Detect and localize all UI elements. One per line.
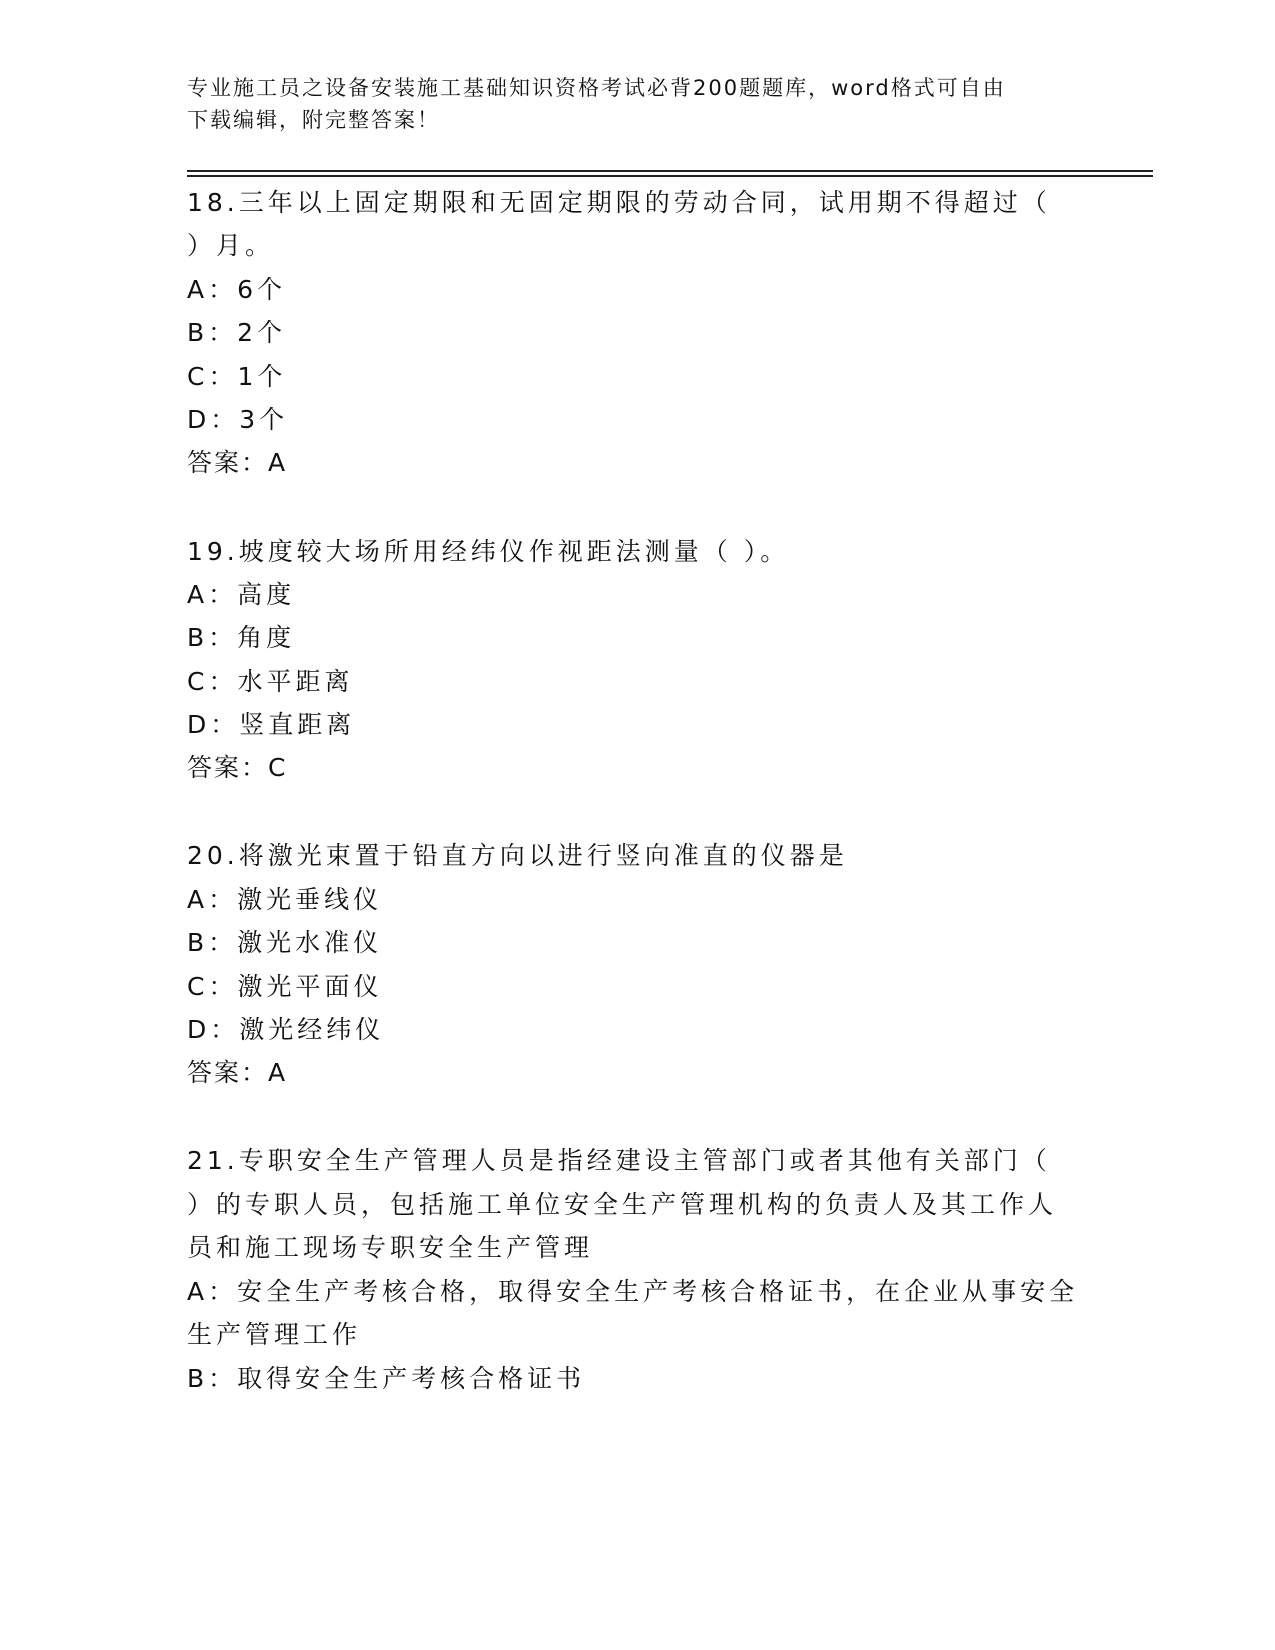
question-20-option-d: D：激光经纬仪 bbox=[187, 1015, 385, 1044]
question-19-answer: 答案：C bbox=[187, 753, 288, 782]
question-20-answer: 答案：A bbox=[187, 1058, 288, 1087]
header-divider-bottom bbox=[187, 175, 1153, 177]
question-20-option-a: A：激光垂线仪 bbox=[187, 885, 383, 914]
question-19-option-a: A：高度 bbox=[187, 580, 296, 609]
question-18-answer: 答案：A bbox=[187, 448, 288, 477]
header-divider-top bbox=[187, 170, 1153, 172]
question-18-stem-line-1: 18.三年以上固定期限和无固定期限的劳动合同，试用期不得超过（ bbox=[187, 188, 1051, 217]
question-19-option-b: B：角度 bbox=[187, 623, 296, 652]
question-18-option-d: D：3个 bbox=[187, 405, 289, 434]
header-text-line-1: 专业施工员之设备安装施工基础知识资格考试必背200题题库，word格式可自由 bbox=[187, 76, 1006, 100]
question-19-option-d: D：竖直距离 bbox=[187, 710, 356, 739]
question-20-option-b: B：激光水准仪 bbox=[187, 928, 383, 957]
question-20-stem-line-1: 20.将激光束置于铅直方向以进行竖向准直的仪器是 bbox=[187, 841, 848, 870]
question-18-option-a: A：6个 bbox=[187, 275, 287, 304]
question-21-stem-line-1: 21.专职安全生产管理人员是指经建设主管部门或者其他有关部门（ bbox=[187, 1146, 1051, 1175]
question-21-option-a-line-2: 生产管理工作 bbox=[187, 1320, 362, 1349]
question-19-stem-line-1: 19.坡度较大场所用经纬仪作视距法测量（ ）。 bbox=[187, 537, 790, 566]
question-21-stem-line-3: 员和施工现场专职安全生产管理 bbox=[187, 1233, 594, 1262]
question-21-option-b: B：取得安全生产考核合格证书 bbox=[187, 1364, 586, 1393]
question-21-stem-line-2: ）的专职人员，包括施工单位安全生产管理机构的负责人及其工作人 bbox=[187, 1190, 1058, 1219]
question-18-option-b: B：2个 bbox=[187, 318, 287, 347]
header-text-line-2: 下载编辑，附完整答案！ bbox=[187, 108, 440, 132]
question-21-option-a-line-1: A：安全生产考核合格，取得安全生产考核合格证书，在企业从事安全 bbox=[187, 1277, 1079, 1306]
question-18-option-c: C：1个 bbox=[187, 362, 287, 391]
question-20-option-c: C：激光平面仪 bbox=[187, 972, 383, 1001]
question-18-stem-line-2: ）月。 bbox=[187, 231, 275, 260]
question-19-option-c: C：水平距离 bbox=[187, 667, 354, 696]
